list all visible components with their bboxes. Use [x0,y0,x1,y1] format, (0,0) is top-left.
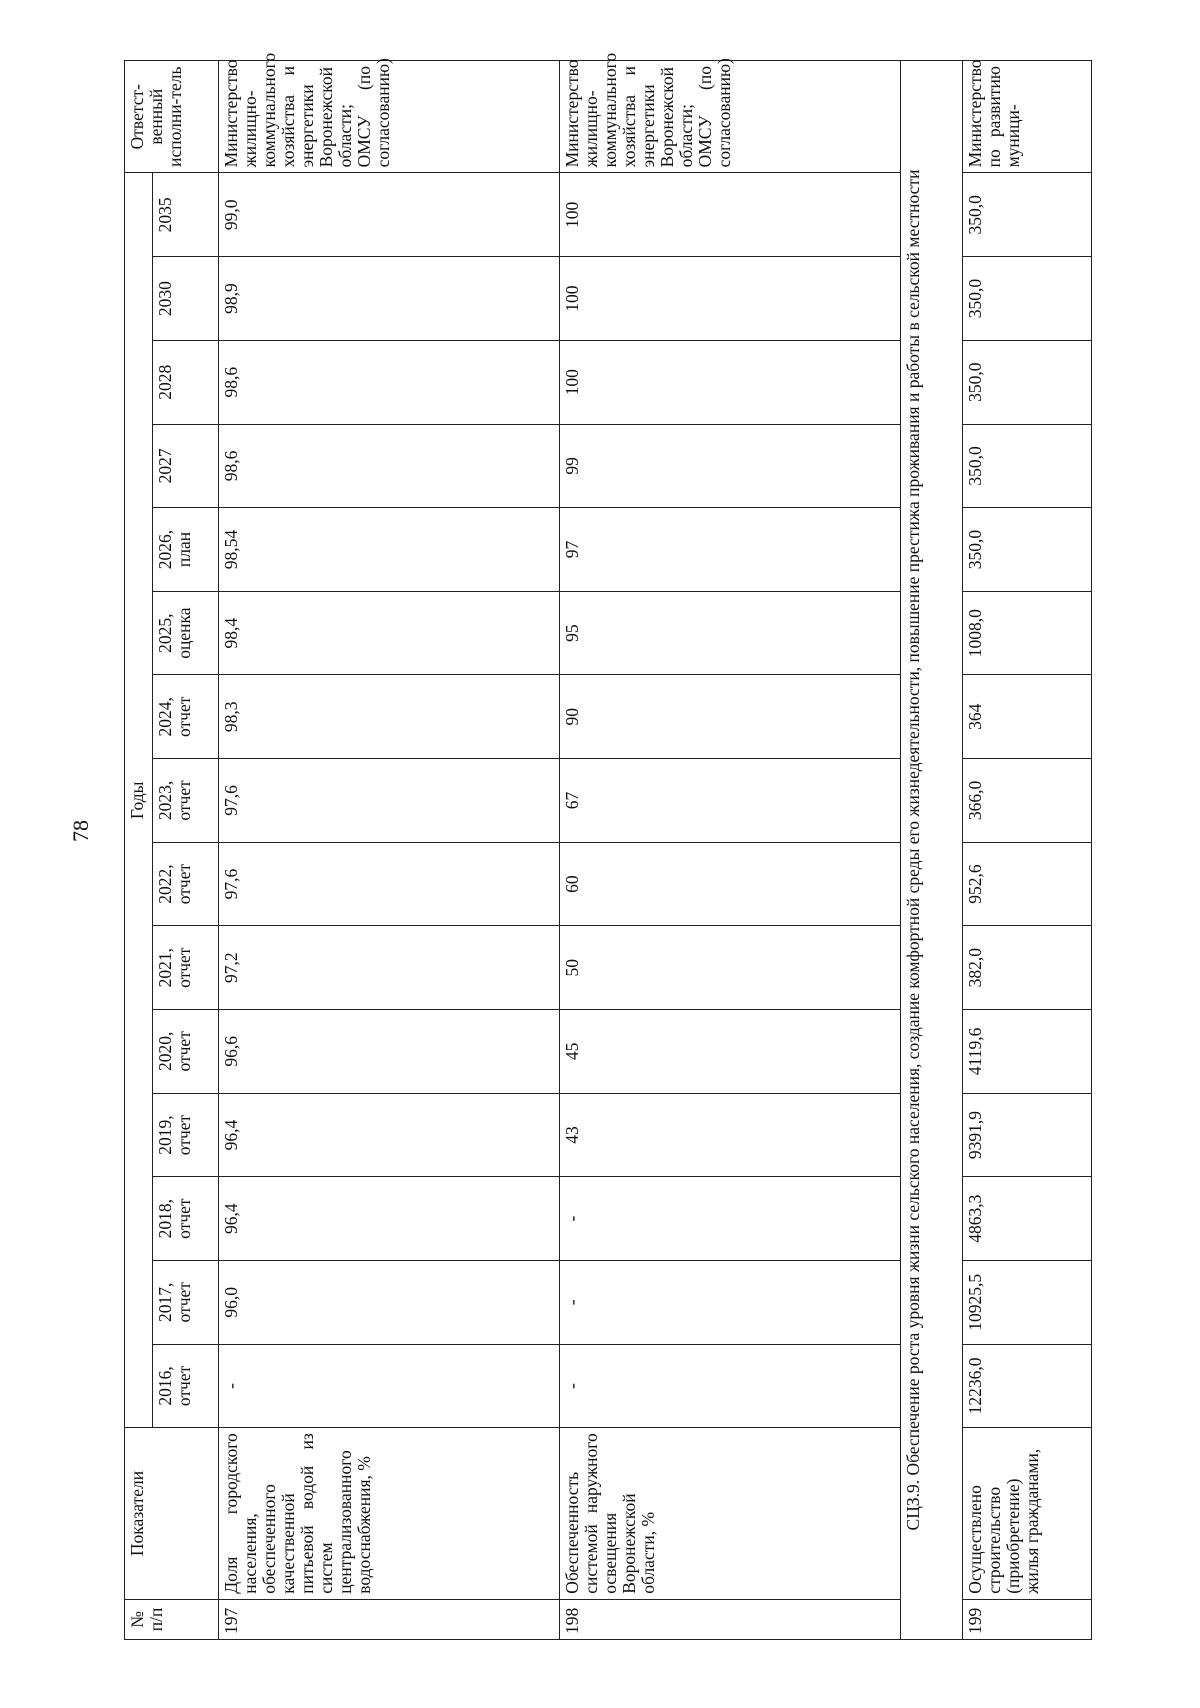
section-title: СЦЗ.9. Обеспечение роста уровня жизни сельского населения, создание комфортной среды его жизнедеятельности, повышение престижа проживания и работы в сельской местности [901,61,963,1640]
row-num: 197 [219,1599,560,1639]
year-2023: 2023, отчет [152,759,218,843]
rotated-table-wrapper [124,52,1092,1640]
year-2019: 2019, отчет [152,1093,218,1177]
cell-value: 9391,9 [963,1093,1092,1177]
cell-value: 98,54 [219,508,560,592]
cell-value: 97,6 [219,842,560,926]
cell-value: 100 [560,340,901,424]
row-num: 199 [963,1599,1092,1639]
cell-value: 96,6 [219,1010,560,1094]
cell-value: - [560,1344,901,1428]
header-indicator: Показатели [125,1428,219,1600]
row-responsible: Министерство жилищно-коммунального хозяйства и энергетики Воронежской области; ОМСУ (по согласованию) [560,61,901,173]
cell-value: 96,4 [219,1177,560,1261]
year-2016: 2016, отчет [152,1344,218,1428]
cell-value: 366,0 [963,759,1092,843]
year-2026: 2026, план [152,508,218,592]
cell-value: 350,0 [963,173,1092,257]
cell-value: 10925,5 [963,1260,1092,1344]
cell-value: 4863,3 [963,1177,1092,1261]
cell-value: - [560,1177,901,1261]
cell-value: 350,0 [963,424,1092,508]
year-2018: 2018, отчет [152,1177,218,1261]
cell-value: 90 [560,675,901,759]
cell-value: 95 [560,591,901,675]
cell-value: 350,0 [963,257,1092,341]
cell-value: 98,4 [219,591,560,675]
section-row [901,61,963,1640]
cell-value: 382,0 [963,926,1092,1010]
year-2017: 2017, отчет [152,1260,218,1344]
cell-value: 952,6 [963,842,1092,926]
cell-value: 97,6 [219,759,560,843]
cell-value: 364 [963,675,1092,759]
page-number: 78 [68,820,93,842]
cell-value: 98,6 [219,424,560,508]
year-2025: 2025, оценка [152,591,218,675]
year-2021: 2021, отчет [152,926,218,1010]
cell-value: 96,0 [219,1260,560,1344]
cell-value: 98,3 [219,675,560,759]
year-2022: 2022, отчет [152,842,218,926]
cell-value: 99 [560,424,901,508]
table-row [963,61,1092,1640]
row-indicator: Осуществлено строительство (приобретение) жилья гражданами, [963,1428,1092,1600]
year-2024: 2024, отчет [152,675,218,759]
header-years: Годы [125,173,153,1428]
cell-value: 98,9 [219,257,560,341]
year-2028: 2028 [152,340,218,424]
cell-value: 100 [560,257,901,341]
year-2030: 2030 [152,257,218,341]
cell-value: 98,6 [219,340,560,424]
year-2027: 2027 [152,424,218,508]
header-responsible: Ответст-венный исполни-тель [125,61,219,173]
cell-value: 45 [560,1010,901,1094]
cell-value: 99,0 [219,173,560,257]
cell-value: 60 [560,842,901,926]
cell-value: 350,0 [963,340,1092,424]
cell-value: 4119,6 [963,1010,1092,1094]
cell-value: 350,0 [963,508,1092,592]
row-num: 198 [560,1599,901,1639]
row-responsible: Министерство жилищно-коммунального хозяйства и энергетики Воронежской области; ОМСУ (по согласованию) [219,61,560,173]
indicators-table [124,52,1092,1640]
cell-value: 67 [560,759,901,843]
cell-value: 1008,0 [963,591,1092,675]
cell-value: 97 [560,508,901,592]
cell-value: - [219,1344,560,1428]
cell-value: 50 [560,926,901,1010]
cell-value: 96,4 [219,1093,560,1177]
cell-value: 100 [560,173,901,257]
table-row [560,61,901,1640]
cell-value: 12236,0 [963,1344,1092,1428]
year-2020: 2020, отчет [152,1010,218,1094]
row-responsible: Министерство по развитию муници- [963,61,1092,173]
row-indicator: Доля городского населения, обеспеченного качественной питьевой водой из систем централизованного водоснабжения, % [219,1428,560,1600]
year-2035: 2035 [152,173,218,257]
row-indicator: Обеспеченность системой наружного освещения Воронежской области, % [560,1428,901,1600]
table-row [219,61,560,1640]
cell-value: 97,2 [219,926,560,1010]
cell-value: 43 [560,1093,901,1177]
cell-value: - [560,1260,901,1344]
header-num: № п/п [125,1599,219,1639]
